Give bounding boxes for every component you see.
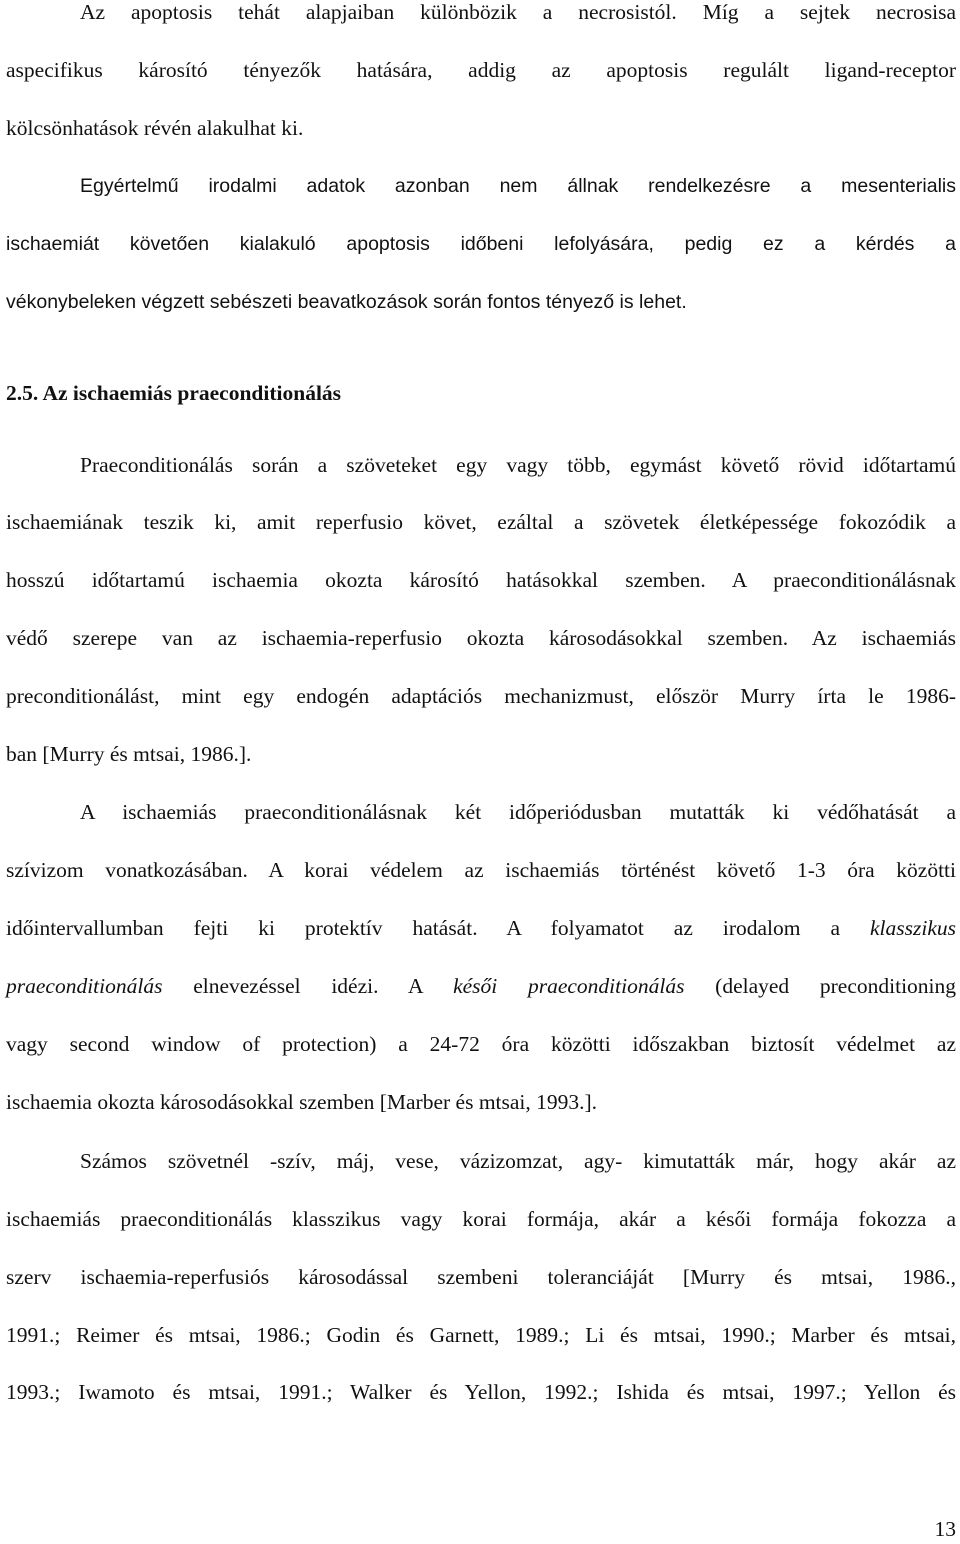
text-line: hosszú időtartamú ischaemia okozta károsító hatásokkal szemben. A praeconditionálásnak bbox=[6, 568, 956, 592]
text-line: 1993.; Iwamoto és mtsai, 1991.; Walker és Yellon, 1992.; Ishida és mtsai, 1997.; Yellon és bbox=[6, 1380, 956, 1404]
text-line: Számos szövetnél -szív, máj, vese, vázizomzat, agy- kimutatták már, hogy akár az bbox=[80, 1149, 956, 1173]
text-line: Praeconditionálás során a szöveteket egy vagy több, egymást követő rövid időtartamú bbox=[80, 453, 956, 477]
italic-term: klasszikus bbox=[870, 916, 956, 940]
text-line: Az apoptosis tehát alapjaiban különbözik a necrosistól. Míg a sejtek necrosisa bbox=[80, 0, 956, 24]
text-line: vékonybeleken végzett sebészeti beavatkozások során fontos tényező is lehet. bbox=[6, 291, 687, 313]
text-line: védő szerepe van az ischaemia-reperfusio okozta károsodásokkal szemben. Az ischaemiás bbox=[6, 626, 956, 650]
text-line: ischaemiát követően kialakuló apoptosis időbeni lefolyására, pedig ez a kérdés a bbox=[6, 233, 956, 255]
text-line: 1991.; Reimer és mtsai, 1986.; Godin és Garnett, 1989.; Li és mtsai, 1990.; Marber és mtsai, bbox=[6, 1323, 956, 1347]
text-line: aspecifikus károsító tényezők hatására, addig az apoptosis regulált ligand-receptor bbox=[6, 58, 956, 82]
text-line: preconditionálást, mint egy endogén adaptációs mechanizmust, először Murry írta le 1986- bbox=[6, 684, 956, 708]
text-line bbox=[6, 971, 956, 1001]
text-line: ischaemiának teszik ki, amit reperfusio követ, ezáltal a szövetek életképessége fokozódik a bbox=[6, 510, 956, 534]
text-line: szívizom vonatkozásában. A korai védelem az ischaemiás történést követő 1-3 óra közötti bbox=[6, 858, 956, 882]
text-line: kölcsönhatások révén alakulhat ki. bbox=[6, 116, 304, 140]
text-line: Egyértelmű irodalmi adatok azonban nem állnak rendelkezésre a mesenterialis bbox=[80, 175, 956, 197]
text-line bbox=[6, 913, 956, 943]
text-line: vagy second window of protection) a 24-72 óra közötti időszakban biztosít védelmet az bbox=[6, 1032, 956, 1056]
page-number: 13 bbox=[934, 1517, 956, 1541]
section-heading: 2.5. Az ischaemiás praeconditionálás bbox=[6, 381, 342, 405]
text-line: ischaemiás praeconditionálás klasszikus vagy korai formája, akár a késői formája fokozza a bbox=[6, 1207, 956, 1231]
text-line: ischaemia okozta károsodásokkal szemben [Marber és mtsai, 1993.]. bbox=[6, 1090, 598, 1114]
text-line: ban [Murry és mtsai, 1986.]. bbox=[6, 742, 252, 766]
italic-term: késői praeconditionálás bbox=[453, 974, 685, 998]
text-segment: (delayed preconditioning bbox=[715, 974, 957, 998]
italic-term: praeconditionálás bbox=[6, 974, 163, 998]
text-segment: elnevezéssel idézi. A bbox=[193, 974, 423, 998]
text-line: A ischaemiás praeconditionálásnak két időperiódusban mutatták ki védőhatását a bbox=[80, 800, 956, 824]
text-line: szerv ischaemia-reperfusiós károsodással szembeni toleranciáját [Murry és mtsai, 1986., bbox=[6, 1265, 956, 1289]
text-segment: időintervallumban fejti ki protektív hatását. A folyamatot az irodalom a bbox=[6, 916, 841, 940]
